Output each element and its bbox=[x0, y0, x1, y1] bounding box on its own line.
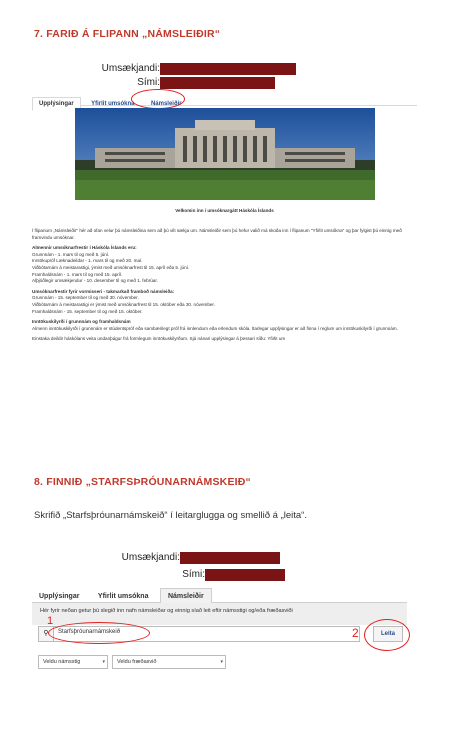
tab-upplysingar[interactable]: Upplýsingar bbox=[39, 593, 80, 600]
general-line: Grunnnám - 1. mars til og með 5. júní. bbox=[32, 251, 110, 257]
search-hint: Hér fyrir neðan getur þú slegið inn nafn námsleiðar og einnig síað leit eftir námsstigi og/eða fræðasviði bbox=[40, 608, 293, 614]
welcome-text: Velkomin inn í umsóknargátt Háskóla Íslands bbox=[175, 208, 274, 213]
tab-upplysingar[interactable]: Upplýsingar bbox=[32, 97, 81, 111]
chevron-down-icon: ▾ bbox=[102, 659, 105, 665]
general-deadlines-title: Almennir umsóknarfrestir í Háskóla Íslands eru: bbox=[32, 245, 137, 251]
general-line: Alþjóðlegir umsækjendur - 10. desember til og með 1. febrúar. bbox=[32, 278, 158, 284]
search-button[interactable]: Leita bbox=[373, 626, 403, 642]
university-building-image bbox=[75, 108, 375, 200]
spring-line: Grunnnám - 15. september til og með 30. nóvember. bbox=[32, 295, 139, 301]
search-icon: ⚲ bbox=[38, 626, 54, 642]
tab-yfirlit[interactable]: Yfirlit umsókna bbox=[97, 593, 149, 600]
tab-bar bbox=[32, 585, 407, 603]
chevron-down-icon: ▾ bbox=[220, 659, 223, 665]
general-line: Framhaldsnám - 1. mars til og með 15. apríl. bbox=[32, 271, 123, 277]
phone-label: Sími: bbox=[182, 569, 205, 580]
tab-yfirlit[interactable]: Yfirlit umsókna bbox=[91, 101, 135, 107]
admission-title: Inntökuskilyrði í grunnnám og framhaldsnám bbox=[32, 319, 131, 325]
highlight-circle bbox=[131, 89, 185, 109]
spring-deadlines-title: Umsóknarfrestir fyrir vormisseri - takmarkað framboð námsleiða: bbox=[32, 288, 175, 294]
step8-instruction: Skrifið „Starfsþróunarnámskeið“ í leitarglugga og smellið á „leita“. bbox=[34, 510, 307, 521]
phone-redacted bbox=[160, 77, 275, 89]
level-select[interactable] bbox=[38, 655, 108, 669]
info-text-block bbox=[32, 228, 420, 347]
search-input[interactable]: Starfsþróunarnámskeið bbox=[58, 629, 121, 635]
tab-namsleidir[interactable]: Námsleiðir bbox=[150, 101, 182, 107]
tab-bar bbox=[32, 92, 417, 106]
applicant-label: Umsækjandi: bbox=[101, 63, 160, 74]
field-select-label: Veldu fræðasvið bbox=[117, 659, 157, 665]
highlight-circle-button bbox=[364, 619, 410, 651]
applicant-redacted bbox=[160, 63, 296, 75]
tab-namsleidir[interactable]: Námsleiðir bbox=[160, 588, 212, 604]
exception-paragraph: Einstaka deildir háskólans veita undanþágur frá formlegum inntökuskilyrðum. Sjá nánari upplýsingar á þessari síðu: Yfirlit um bbox=[32, 336, 286, 342]
applicant-redacted bbox=[180, 552, 280, 564]
general-line: Viðbótarnám á meistarastigi, ýmist með umsóknarfrest til 15. apríl eða 5. júní. bbox=[32, 264, 190, 270]
marker-2: 2 bbox=[352, 626, 359, 640]
intro-paragraph: Í flipanum „Námsleiðir" hér að ofan velur þú námsleiðina sem að þú vilt sækja um. Námsleiðir sem þú hefur valið má skoða inn í flipanum "Yfirlit umsókna" og þar fylgist þú einnig með framvindu umsóknar. bbox=[32, 228, 402, 240]
admission-paragraph: Almenn inntökuskilyrði í grunnnám er stúdentspróf eða sambærilegt próf frá innlendum eða erlendum skóla. Ítarlegar upplýsingar er að finna í reglum um inntökuskilyrði í grunnnám. bbox=[32, 325, 398, 331]
spring-line: Viðbótarnám á meistarastigi er ýmist með umsóknarfrest til 15. október eða 30. nóvember. bbox=[32, 301, 215, 307]
step8-title: 8. FINNIÐ „STARFSÞRÓUNARNÁMSKEIÐ“ bbox=[34, 476, 251, 488]
general-line: Inntökupróf Læknadeildar - 1. mars til og með 20. maí. bbox=[32, 258, 143, 264]
marker-1: 1 bbox=[47, 615, 54, 627]
spring-line: Framhaldsnám - 15. september til og með 15. október. bbox=[32, 308, 143, 314]
applicant-label: Umsækjandi: bbox=[121, 552, 180, 563]
level-select-label: Veldu námsstig bbox=[43, 659, 81, 665]
highlight-circle-search bbox=[48, 622, 150, 644]
phone-label: Sími: bbox=[137, 77, 160, 88]
step7-title: 7. FARIÐ Á FLIPANN „NÁMSLEIÐIR“ bbox=[34, 28, 221, 40]
phone-redacted bbox=[205, 569, 285, 581]
field-select[interactable] bbox=[112, 655, 226, 669]
